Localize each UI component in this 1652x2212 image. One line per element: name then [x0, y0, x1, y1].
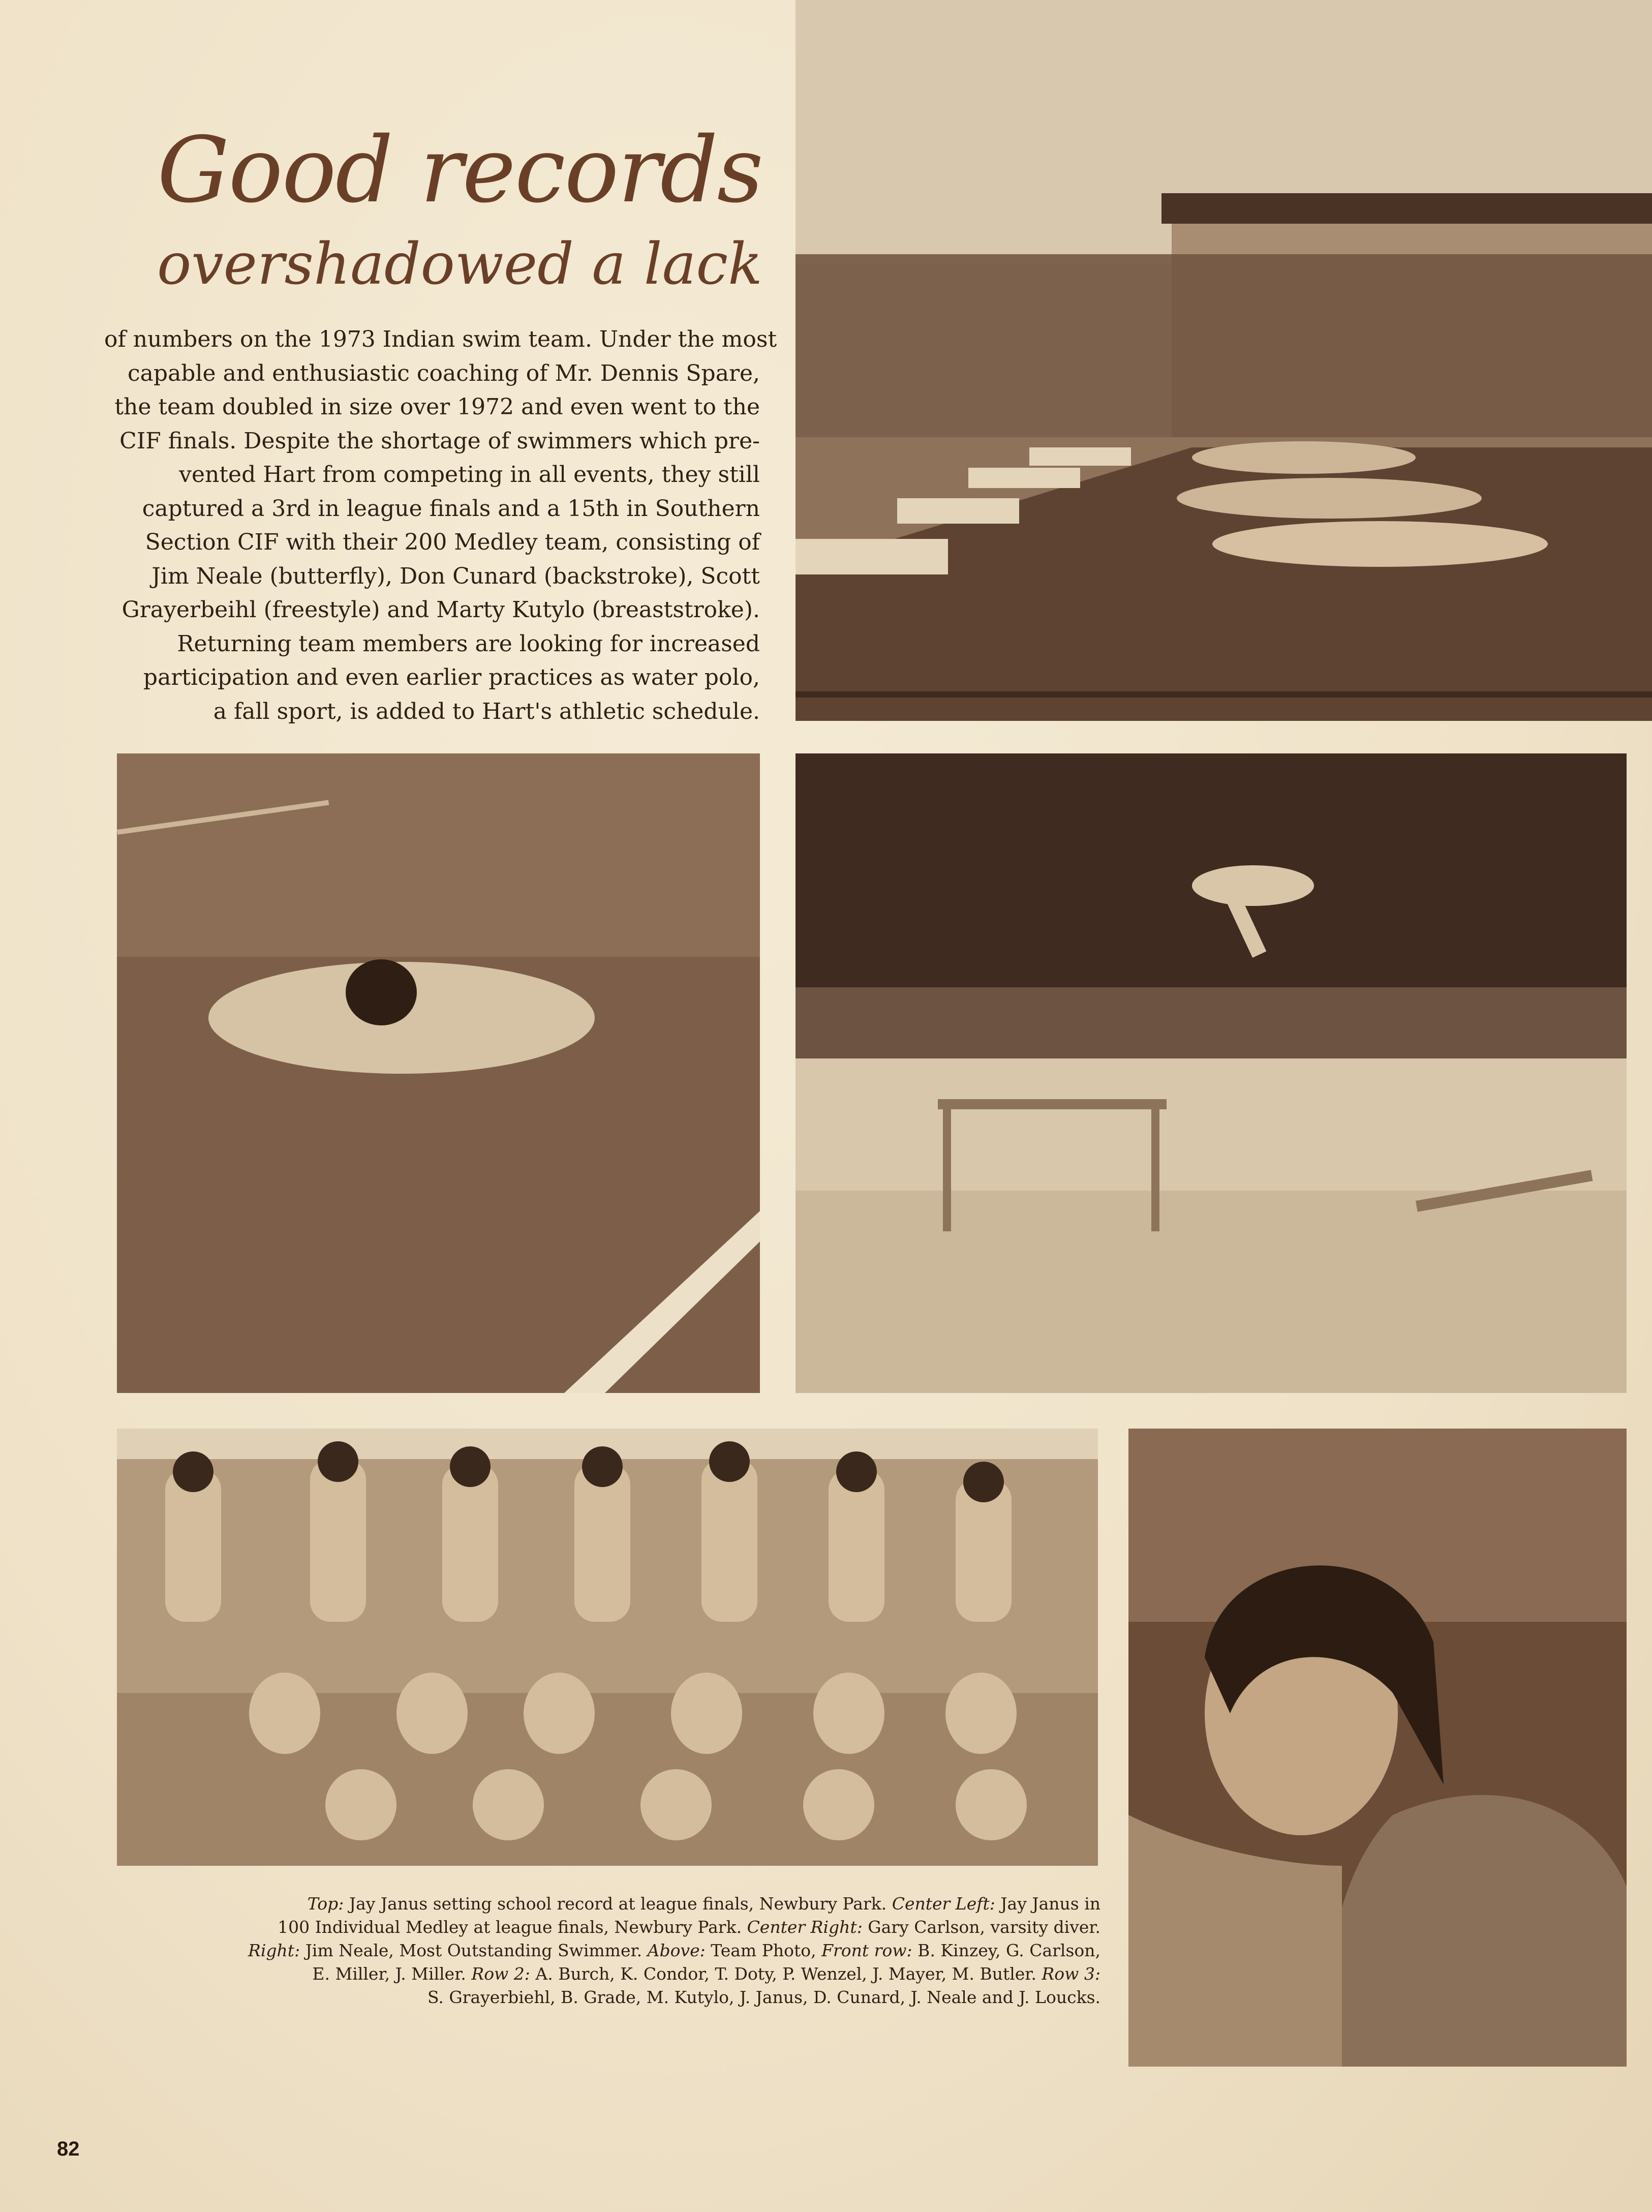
caption-text: Jim Neale, Most Outstanding Swimmer.	[300, 1941, 648, 1960]
intro-line: Jim Neale (butterfly), Don Cunard (backstroke), Scott	[151, 563, 760, 589]
headline	[157, 119, 762, 297]
portrait-image	[1128, 1429, 1627, 2067]
caption-text: S. Grayerbiehl, B. Grade, M. Kutylo, J. Janus, D. Cunard, J. Neale and J. Loucks.	[427, 1987, 1100, 2007]
swim-start-image	[796, 0, 1652, 721]
intro-line: participation and even earlier practices as water polo,	[143, 664, 760, 690]
caption-text: A. Burch, K. Condor, T. Doty, P. Wenzel, J. Mayer, M. Butler.	[530, 1964, 1042, 1984]
intro-line: captured a 3rd in league finals and a 15th in Southern	[142, 495, 760, 522]
diver-image	[796, 753, 1627, 1393]
intro-line: vented Hart from competing in all events, they still	[179, 462, 760, 488]
caption-text: Jay Janus in	[995, 1894, 1100, 1914]
caption-text: Jay Janus setting school record at league finals, Newbury Park.	[344, 1894, 892, 1914]
intro-line: of numbers on the 1973 Indian swim team. Under the most	[104, 326, 777, 352]
caption-line	[183, 1939, 1100, 1962]
caption-label: Row 3:	[1042, 1964, 1100, 1984]
intro-line: Grayerbeihl (freestyle) and Marty Kutylo (breaststroke).	[121, 597, 760, 623]
photo-portrait	[1128, 1429, 1627, 2067]
butterfly-swimmer-image	[117, 753, 760, 1393]
intro-line: a fall sport, is added to Hart's athletic schedule.	[213, 698, 760, 724]
caption-line	[183, 1892, 1100, 1916]
page-number: 82	[57, 2138, 80, 2160]
photo-butterfly-swimmer	[117, 753, 760, 1393]
intro-line: Returning team members are looking for increased	[177, 630, 760, 657]
caption-line	[183, 1916, 1100, 1939]
caption-label: Center Left:	[892, 1894, 995, 1914]
caption-text: 100 Individual Medley at league finals, Newbury Park.	[278, 1917, 747, 1937]
headline-subtitle: overshadowed a lack	[157, 231, 762, 297]
caption-label: Top:	[307, 1894, 344, 1914]
intro-line: capable and enthusiastic coaching of Mr. Dennis Spare,	[128, 360, 760, 386]
caption-line	[183, 1986, 1100, 2009]
photo-swim-start	[796, 0, 1652, 721]
headline-title: Good records	[157, 117, 762, 223]
caption-line	[183, 1962, 1100, 1986]
caption-label: Center Right:	[747, 1917, 863, 1937]
photo-team	[117, 1429, 1098, 1866]
caption-text: Team Photo,	[705, 1941, 822, 1960]
caption-text: Gary Carlson, varsity diver.	[862, 1917, 1100, 1937]
caption-label: Above:	[647, 1941, 706, 1960]
caption-label: Front row:	[821, 1941, 912, 1960]
intro-line: CIF finals. Despite the shortage of swimmers which pre-	[119, 428, 760, 454]
intro-paragraph	[104, 323, 777, 729]
intro-line: Section CIF with their 200 Medley team, consisting of	[145, 529, 760, 555]
photo-caption	[183, 1892, 1100, 2009]
caption-text: B. Kinzey, G. Carlson,	[912, 1941, 1100, 1960]
photo-diver	[796, 753, 1627, 1393]
caption-text: E. Miller, J. Miller.	[312, 1964, 472, 1984]
team-photo-image	[117, 1429, 1098, 1866]
caption-label: Row 2:	[471, 1964, 530, 1984]
caption-label: Right:	[248, 1941, 300, 1960]
intro-line: the team doubled in size over 1972 and even went to the	[114, 394, 760, 420]
